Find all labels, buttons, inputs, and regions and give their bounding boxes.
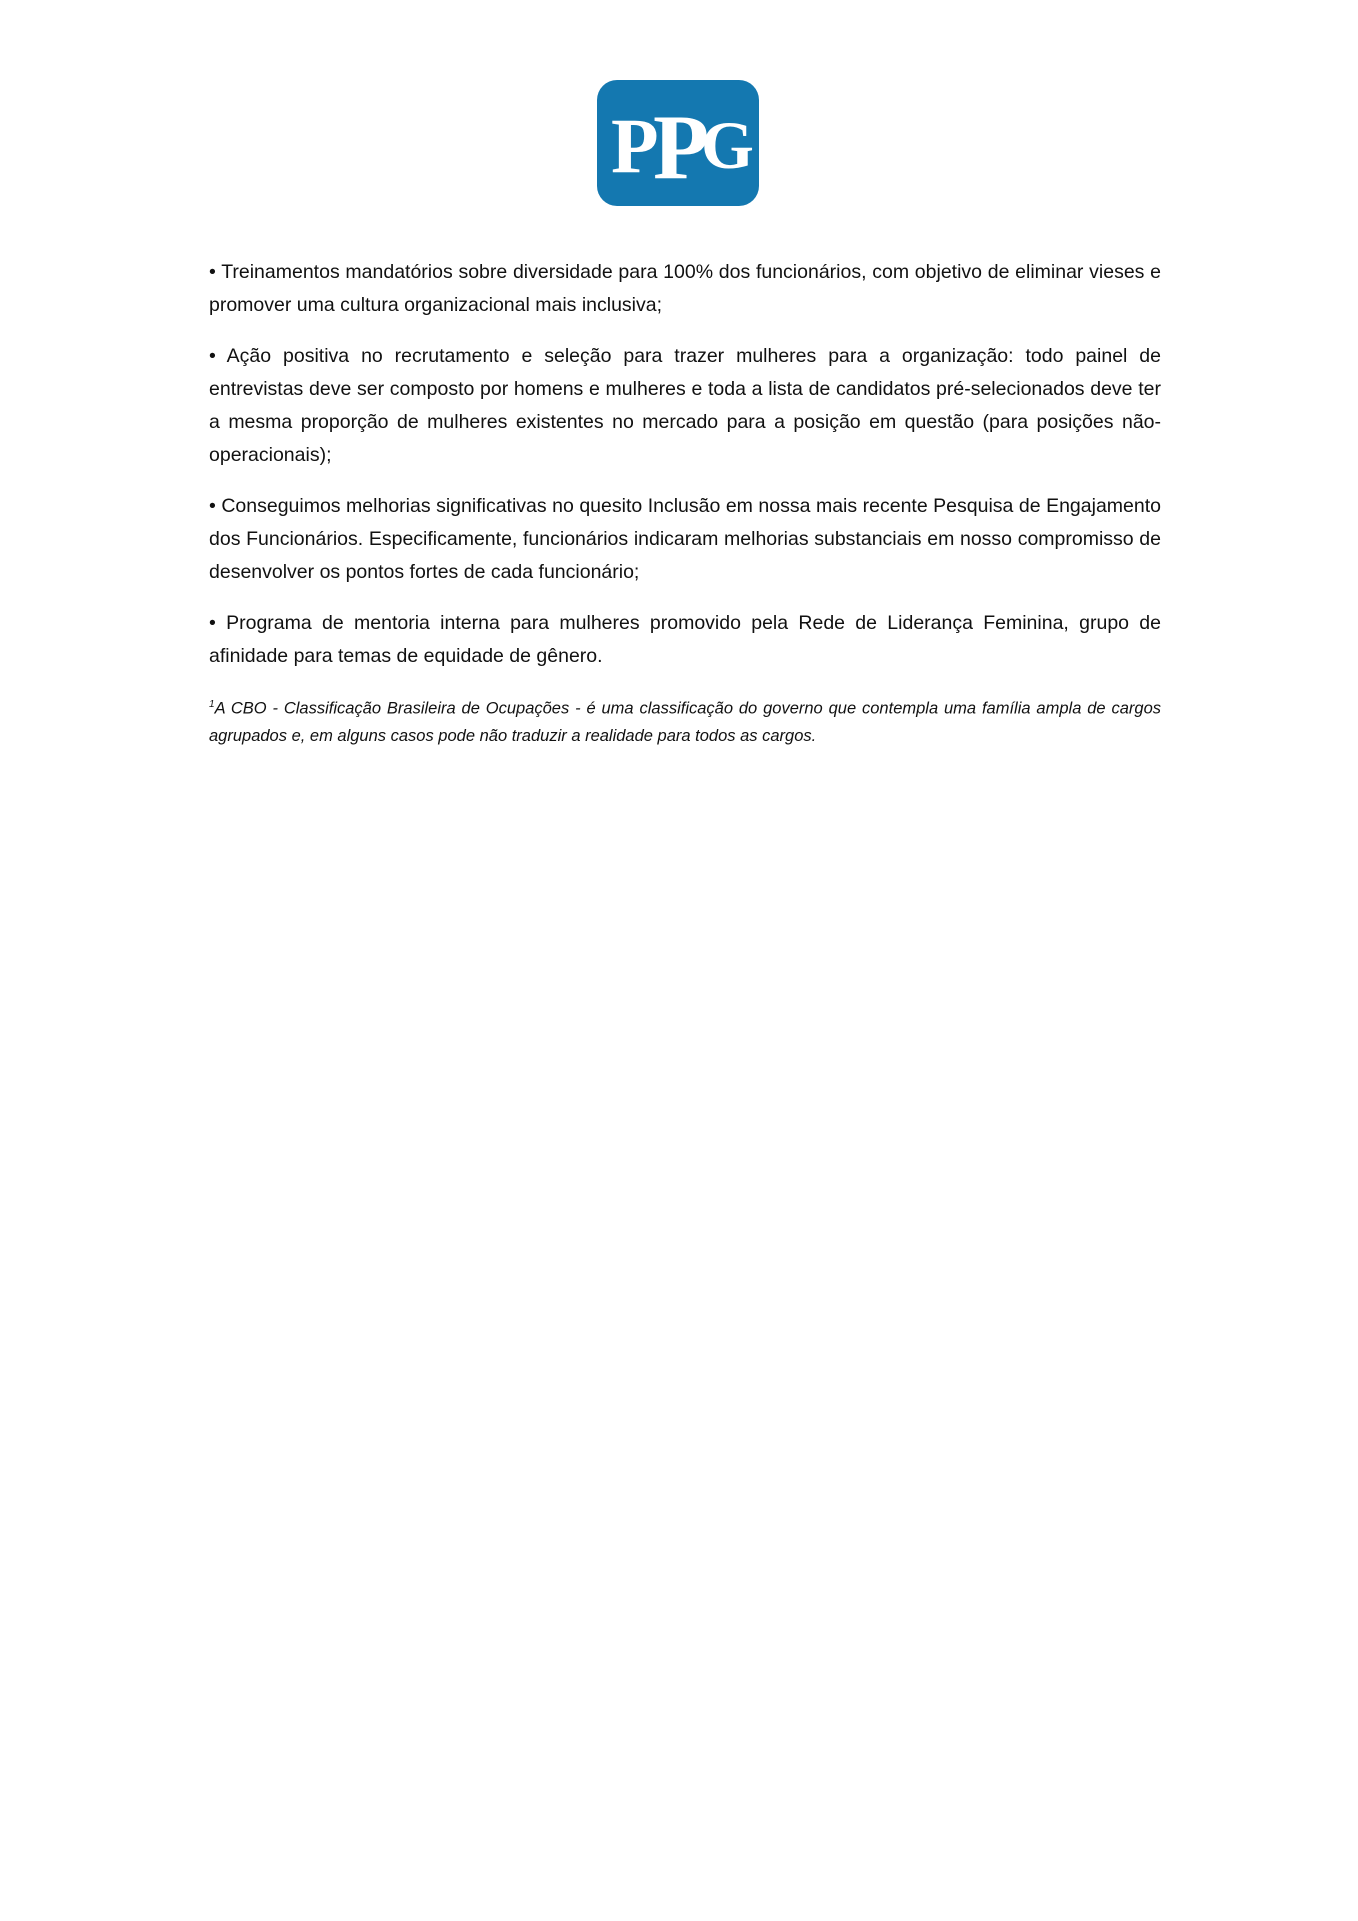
bullet-paragraph: • Ação positiva no recrutamento e seleção para trazer mulheres para a organização: todo painel de entrevistas deve ser composto por homens e mulheres e toda a lista de candidatos pré-selecionados deve ter a mesma proporção de mulheres existentes no mercado para a posição em questão (para posições não-operacionais); — [209, 345, 1161, 466]
footnote — [209, 691, 1161, 751]
svg-text:P: P — [653, 96, 710, 198]
footnote-text: A CBO - Classificação Brasileira de Ocupações - é uma classificação do governo que contempla uma família ampla de cargos agrupados e, em alguns casos pode não traduzir a realidade para todos as cargos. — [209, 699, 1161, 745]
document-body — [209, 256, 1161, 767]
ppg-logo — [597, 80, 759, 206]
bullet-paragraph: • Conseguimos melhorias significativas no quesito Inclusão em nossa mais recente Pesquisa de Engajamento dos Funcionários. Especificamente, funcionários indicaram melhorias substanciais em nosso compromisso de desenvolver os pontos fortes de cada funcionário; — [209, 495, 1161, 583]
footnote-marker: 1 — [209, 699, 215, 710]
svg-text:G: G — [701, 107, 754, 183]
bullet-paragraph: • Programa de mentoria interna para mulheres promovido pela Rede de Liderança Feminina, grupo de afinidade para temas de equidade de gênero. — [209, 612, 1161, 667]
svg-text:P: P — [611, 102, 659, 189]
bullet-paragraph: • Treinamentos mandatórios sobre diversidade para 100% dos funcionários, com objetivo de eliminar vieses e promover uma cultura organizacional mais inclusiva; — [209, 261, 1161, 316]
